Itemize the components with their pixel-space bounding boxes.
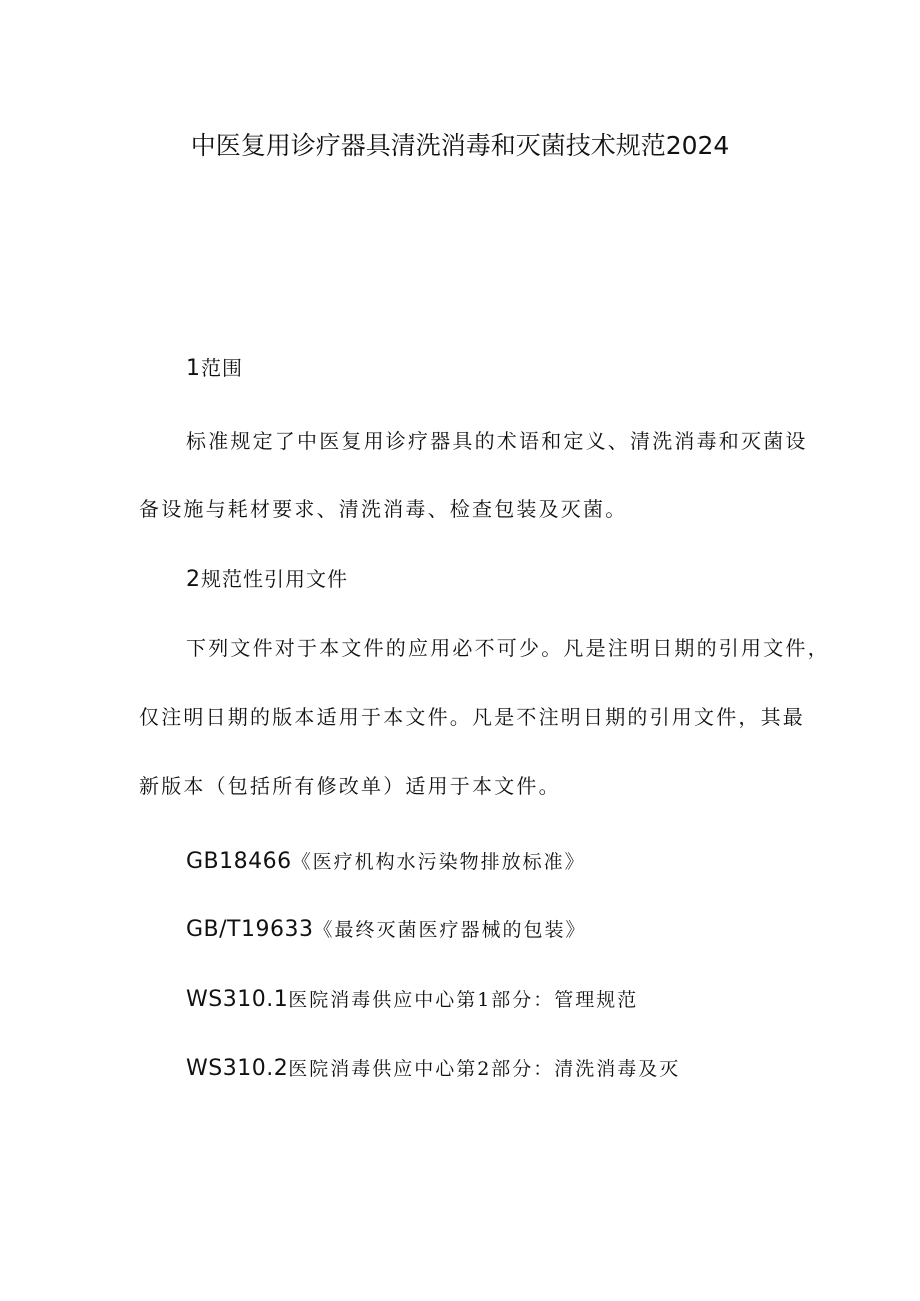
section-number: 2 [186,567,201,592]
reference-code: WS310.2 [186,1056,289,1081]
reference-title: 医院消毒供应中心第2部分：清洗消毒及灭 [288,1058,681,1080]
paragraph-line: 标准规定了中医复用诊疗器具的术语和定义、清洗消毒和灭菌设 [186,429,808,453]
section-heading-normative-references [186,563,348,592]
reference-title: 《医疗机构水污染物排放标准》 [291,851,586,873]
reference-item [186,847,586,874]
reference-code: GB/T19633 [186,917,314,942]
paragraph-line: 下列文件对于本文件的应用必不可少。凡是注明日期的引用文件， [186,636,830,660]
reference-code: GB18466 [186,849,292,874]
paragraph-line: 备设施与耗材要求、清洗消毒、检查包装及灭菌。 [139,497,628,521]
reference-title: 医院消毒供应中心第1部分：管理规范 [288,989,639,1011]
section-heading-scope [186,352,243,381]
paragraph-line: 仅注明日期的版本适用于本文件。凡是不注明日期的引用文件，其最 [139,705,805,729]
reference-item [186,915,587,942]
reference-code: WS310.1 [186,987,289,1012]
section-title: 范围 [201,356,243,380]
document-title: 中医复用诊疗器具清洗消毒和灭菌技术规范2024 [190,131,730,160]
reference-item [186,985,638,1012]
section-title: 规范性引用文件 [201,567,348,591]
section-number: 1 [186,356,201,381]
reference-title: 《最终灭菌医疗器械的包装》 [313,919,587,941]
paragraph-line: 新版本（包括所有修改单）适用于本文件。 [139,774,561,798]
reference-item [186,1054,680,1081]
